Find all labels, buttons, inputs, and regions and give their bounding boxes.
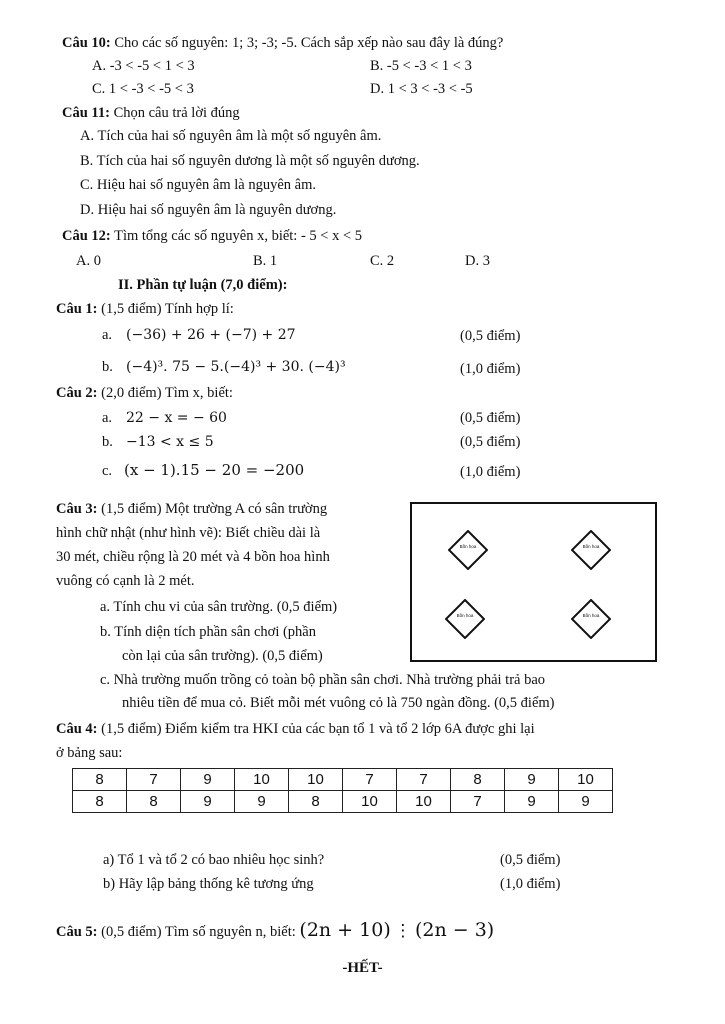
problem-label: Câu 2: (56, 385, 98, 401)
schoolyard-diagram (410, 502, 657, 662)
question-10 (62, 34, 503, 52)
option-a: A. 0 (76, 253, 101, 269)
question-label: Câu 10: (62, 35, 111, 51)
table-cell: 8 (73, 791, 127, 813)
option-d: D. 1 < 3 < -3 < -5 (370, 81, 473, 97)
end-marker: -HẾT- (342, 960, 383, 976)
flower-bed-label: Bồn hoa (582, 544, 600, 549)
problem-text: 30 mét, chiều rộng là 20 mét và 4 bồn hoa hình (56, 549, 330, 565)
option-b: B. -5 < -3 < 1 < 3 (370, 58, 472, 74)
table-cell: 8 (451, 769, 505, 791)
points: (1,0 điểm) (460, 361, 521, 377)
question-label: Câu 12: (62, 228, 111, 244)
score-table (72, 768, 613, 813)
flower-bed-label: Bồn hoa (459, 544, 477, 549)
part-a: a. Tính chu vi của sân trường. (0,5 điểm) (100, 599, 338, 615)
table-cell: 7 (343, 769, 397, 791)
math-expression: (2n + 10) (299, 919, 391, 941)
question-text: Cho các số nguyên: 1; 3; -3; -5. Cách sắp xếp nào sau đây là đúng? (110, 35, 504, 51)
diamond-shape (571, 530, 611, 570)
question-text: Tìm tổng các số nguyên x, biết: - 5 < x < 5 (110, 228, 363, 244)
table-cell: 8 (127, 791, 181, 813)
flower-bed (571, 530, 611, 570)
part-b: b. Tính diện tích phần sân chơi (phần (100, 624, 316, 640)
points: (0,5 điểm) (500, 852, 561, 868)
option-c: C. 1 < -3 < -5 < 3 (92, 81, 194, 97)
problem-3 (56, 500, 327, 518)
problem-text: (1,5 điểm) Tính hợp lí: (97, 301, 234, 317)
problem-1 (56, 300, 234, 318)
problem-2 (56, 384, 233, 402)
problem-label: Câu 5: (56, 924, 98, 940)
points: (1,0 điểm) (500, 876, 561, 892)
part-c-cont: nhiêu tiền để mua cỏ. Biết mỗi mét vuông cỏ là 750 ngàn đồng. (0,5 điểm) (122, 695, 555, 711)
part-letter: a. (102, 327, 113, 343)
problem-4 (56, 720, 535, 738)
table-cell: 8 (289, 791, 343, 813)
table-cell: 7 (451, 791, 505, 813)
question-11 (62, 104, 240, 122)
problem-text: vuông có cạnh là 2 mét. (56, 573, 195, 589)
table-cell: 9 (181, 791, 235, 813)
problem-text: ở bảng sau: (56, 745, 123, 761)
table-cell: 10 (559, 769, 613, 791)
table-row (73, 769, 613, 791)
table-cell: 10 (343, 791, 397, 813)
section-heading: II. Phần tự luận (7,0 điểm): (118, 277, 288, 293)
table-cell: 10 (289, 769, 343, 791)
table-cell: 9 (505, 769, 559, 791)
question-text: Chọn câu trả lời đúng (109, 105, 240, 121)
table-cell: 10 (235, 769, 289, 791)
math-expression: 22 − x = − 60 (126, 410, 227, 426)
diamond-shape (448, 530, 488, 570)
part-b-cont: còn lại của sân trường). (0,5 điểm) (122, 648, 323, 664)
problem-label: Câu 3: (56, 501, 98, 517)
math-expression: (2n − 3) (414, 919, 495, 941)
flower-bed (448, 530, 488, 570)
diamond-shape (571, 599, 611, 639)
table-cell: 9 (505, 791, 559, 813)
part-c: c. Nhà trường muốn trồng cỏ toàn bộ phần sân chơi. Nhà trường phải trả bao (100, 672, 546, 688)
diamond-shape (445, 599, 485, 639)
question-label: Câu 11: (62, 105, 110, 121)
problem-text: (1,5 điểm) Một trường A có sân trường (97, 501, 328, 517)
problem-label: Câu 4: (56, 721, 98, 737)
problem-text: (2,0 điểm) Tìm x, biết: (97, 385, 233, 401)
problem-label: Câu 1: (56, 301, 98, 317)
table-cell: 9 (559, 791, 613, 813)
problem-text: (1,5 điểm) Điểm kiểm tra HKI của các bạn tổ 1 và tổ 2 lớp 6A được ghi lại (97, 721, 535, 737)
problem-5 (56, 918, 494, 944)
table-cell: 10 (397, 791, 451, 813)
part-letter: b. (102, 434, 113, 450)
problem-text: (0,5 điểm) Tìm số nguyên n, biết: (97, 924, 296, 940)
flower-bed-label: Bồn hoa (456, 613, 474, 618)
option-c: C. 2 (370, 253, 395, 269)
points: (0,5 điểm) (460, 410, 521, 426)
table-cell: 7 (397, 769, 451, 791)
points: (1,0 điểm) (460, 464, 521, 480)
points: (0,5 điểm) (460, 328, 521, 344)
table-cell: 8 (73, 769, 127, 791)
part-letter: b. (102, 359, 113, 375)
flower-bed-label: Bồn hoa (582, 613, 600, 618)
math-expression: −13 < x ≤ 5 (126, 434, 214, 450)
table-row (73, 791, 613, 813)
flower-bed (571, 599, 611, 639)
flower-bed (445, 599, 485, 639)
option-d: D. 3 (465, 253, 490, 269)
part-letter: c. (102, 463, 113, 479)
option-a: A. -3 < -5 < 1 < 3 (92, 58, 195, 74)
divides-symbol: ⋮ (394, 921, 412, 941)
math-expression: (−4)³. 75 − 5.(−4)³ + 30. (−4)³ (126, 359, 346, 375)
part-letter: a. (102, 410, 113, 426)
table-cell: 9 (235, 791, 289, 813)
math-expression: (x − 1).15 − 20 = −200 (124, 461, 305, 479)
table-cell: 7 (127, 769, 181, 791)
points: (0,5 điểm) (460, 434, 521, 450)
math-expression: (−36) + 26 + (−7) + 27 (126, 327, 296, 343)
option-a: A. Tích của hai số nguyên âm là một số nguyên âm. (80, 128, 382, 144)
option-c: C. Hiệu hai số nguyên âm là nguyên âm. (80, 177, 316, 193)
table-cell: 9 (181, 769, 235, 791)
problem-text: hình chữ nhật (như hình vẽ): Biết chiều dài là (56, 525, 321, 541)
option-b: B. Tích của hai số nguyên dương là một số nguyên dương. (80, 153, 420, 169)
part-b: b) Hãy lập bảng thống kê tương ứng (103, 876, 314, 892)
question-12 (62, 227, 362, 245)
option-b: B. 1 (253, 253, 278, 269)
option-d: D. Hiệu hai số nguyên âm là nguyên dương. (80, 202, 337, 218)
part-a: a) Tổ 1 và tổ 2 có bao nhiêu học sinh? (103, 852, 325, 868)
